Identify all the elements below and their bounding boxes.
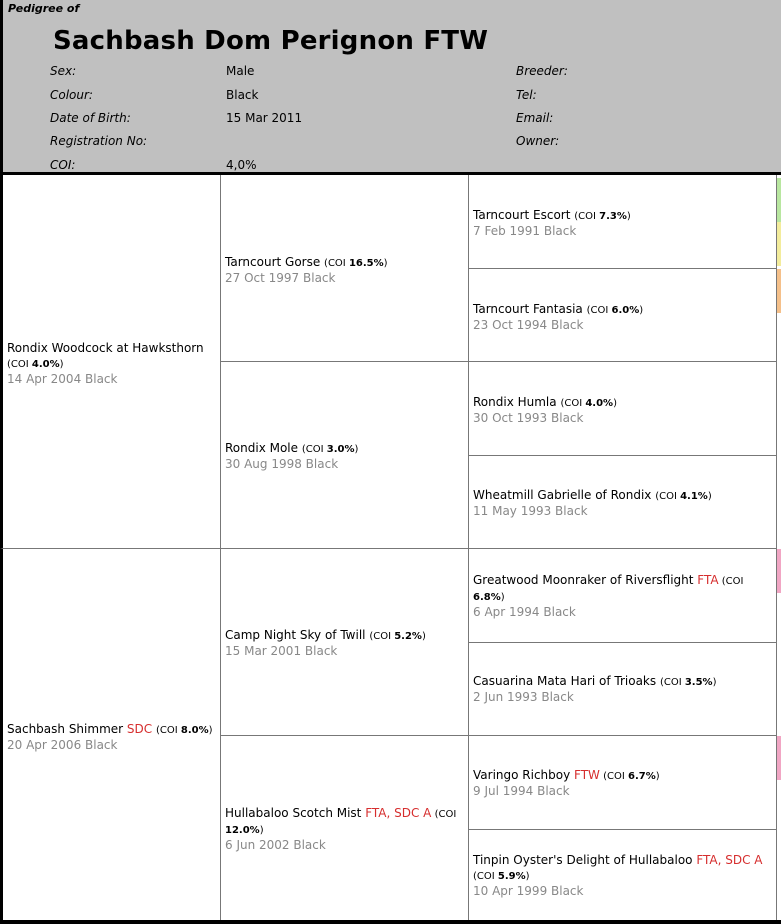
gen3-cell-4[interactable]: [469, 456, 777, 549]
gen3-entry-5: [473, 573, 770, 620]
sire-cell[interactable]: [0, 175, 221, 549]
gen3-entry-4: [473, 488, 770, 519]
coi-label: COI:: [50, 158, 76, 172]
pedigree-grid: [0, 175, 781, 924]
sire-sire-cell[interactable]: [221, 175, 469, 362]
edge-strip-pink-1: [777, 549, 781, 593]
gen3-coi-8: (COI 5.9%): [473, 871, 530, 882]
gen3-name-5: Greatwood Moonraker of Riversflight: [473, 573, 698, 587]
pedigree-of-label: Pedigree of: [8, 2, 80, 15]
sire-name: Rondix Woodcock at Hawksthorn: [7, 341, 204, 355]
colour-label: Colour:: [50, 88, 93, 102]
owner-label: Owner:: [516, 134, 560, 148]
gen3-name-8: Tinpin Oyster's Delight of Hullabaloo: [473, 853, 697, 867]
gen3-cell-3[interactable]: [469, 362, 777, 456]
gen2-entry-2: [225, 441, 462, 472]
gen3-coi-6: (COI 3.5%): [659, 677, 717, 688]
gen3-cell-1[interactable]: [469, 175, 777, 269]
registration-label: Registration No:: [50, 134, 148, 148]
gen3-entry-8: [473, 853, 770, 899]
dog-name-title: Sachbash Dom Perignon FTW: [53, 26, 489, 56]
tel-label: Tel:: [516, 88, 537, 102]
dam-detail: 20 Apr 2006 Black: [7, 738, 118, 752]
gen3-detail-3: 30 Oct 1993 Black: [473, 411, 584, 425]
gen2-coi-2: (COI 3.0%): [301, 444, 359, 455]
gen2-coi-4: (COI 12.0%): [225, 809, 457, 836]
gen3-cell-7[interactable]: [469, 736, 777, 830]
gen3-coi-5: (COI 6.8%): [473, 576, 744, 603]
sire-entry: [7, 341, 214, 387]
dam-coi: (COI 8.0%): [155, 725, 213, 736]
email-label: Email:: [516, 111, 554, 125]
gen3-detail-7: 9 Jul 1994 Black: [473, 784, 570, 798]
colour-value: Black: [226, 88, 259, 102]
gen2-detail-4: 6 Jun 2002 Black: [225, 838, 326, 852]
gen3-entry-6: [473, 674, 770, 705]
gen2-entry-1: [225, 255, 462, 286]
gen2-coi-1: (COI 16.5%): [324, 258, 388, 269]
gen3-detail-8: 10 Apr 1999 Black: [473, 884, 584, 898]
coi-value: 4,0%: [226, 158, 257, 172]
gen3-name-6: Casuarina Mata Hari of Trioaks: [473, 674, 660, 688]
gen2-title-4: FTA, SDC A: [365, 806, 432, 820]
gen3-name-3: Rondix Humla: [473, 395, 561, 409]
gen3-name-7: Varingo Richboy: [473, 768, 575, 782]
gen3-entry-1: [473, 208, 770, 239]
edge-strip-green: [777, 178, 781, 222]
gen2-entry-4: [225, 806, 462, 853]
gen3-coi-3: (COI 4.0%): [560, 398, 617, 409]
gen2-name-2: Rondix Mole: [225, 441, 302, 455]
edge-strip-yellow: [777, 222, 781, 266]
gen3-entry-7: [473, 768, 770, 799]
gen2-detail-2: 30 Aug 1998 Black: [225, 457, 339, 471]
gen3-name-2: Tarncourt Fantasia: [473, 302, 587, 316]
gen3-cell-2[interactable]: [469, 269, 777, 362]
sire-dam-cell[interactable]: [221, 362, 469, 549]
dob-label: Date of Birth:: [50, 111, 131, 125]
gen3-name-4: Wheatmill Gabrielle of Rondix: [473, 488, 656, 502]
dam-title: SDC: [126, 722, 153, 736]
gen2-coi-3: (COI 5.2%): [369, 631, 426, 642]
dam-entry: [7, 722, 214, 753]
pedigree-header: [0, 0, 781, 175]
gen3-detail-6: 2 Jun 1993 Black: [473, 690, 574, 704]
gen3-title-5: FTA: [697, 573, 719, 587]
gen3-detail-5: 6 Apr 1994 Black: [473, 605, 576, 619]
gen2-name-3: Camp Night Sky of Twill: [225, 628, 370, 642]
gen3-coi-1: (COI 7.3%): [574, 211, 631, 222]
dam-sire-cell[interactable]: [221, 549, 469, 736]
sex-label: Sex:: [50, 64, 77, 78]
gen2-entry-3: [225, 628, 462, 659]
gen2-name-4: Hullabaloo Scotch Mist: [225, 806, 366, 820]
dam-dam-cell[interactable]: [221, 736, 469, 923]
gen2-detail-3: 15 Mar 2001 Black: [225, 644, 338, 658]
gen3-detail-2: 23 Oct 1994 Black: [473, 318, 584, 332]
dam-name: Sachbash Shimmer: [7, 722, 127, 736]
gen3-title-8: FTA, SDC A: [696, 853, 763, 867]
edge-strip-pink-2: [777, 736, 781, 780]
gen3-coi-2: (COI 6.0%): [586, 305, 644, 316]
sire-detail: 14 Apr 2004 Black: [7, 372, 118, 386]
gen3-detail-4: 11 May 1993 Black: [473, 504, 588, 518]
sire-coi: (COI 4.0%): [7, 359, 64, 370]
dob-value: 15 Mar 2011: [226, 111, 303, 125]
gen2-detail-1: 27 Oct 1997 Black: [225, 271, 336, 285]
gen3-name-1: Tarncourt Escort: [473, 208, 575, 222]
sex-value: Male: [226, 64, 255, 78]
gen3-cell-8[interactable]: [469, 830, 777, 923]
gen3-cell-6[interactable]: [469, 643, 777, 736]
bottom-border: [0, 920, 781, 924]
edge-strip-orange: [777, 269, 781, 313]
breeder-label: Breeder:: [516, 64, 568, 78]
dam-cell[interactable]: [0, 549, 221, 923]
gen3-detail-1: 7 Feb 1991 Black: [473, 224, 577, 238]
gen3-cell-5[interactable]: [469, 549, 777, 643]
gen2-name-1: Tarncourt Gorse: [225, 255, 325, 269]
gen3-coi-7: (COI 6.7%): [599, 771, 660, 782]
gen3-coi-4: (COI 4.1%): [655, 491, 712, 502]
gen3-entry-3: [473, 395, 770, 426]
gen3-entry-2: [473, 302, 770, 333]
gen3-title-7: FTW: [574, 768, 600, 782]
